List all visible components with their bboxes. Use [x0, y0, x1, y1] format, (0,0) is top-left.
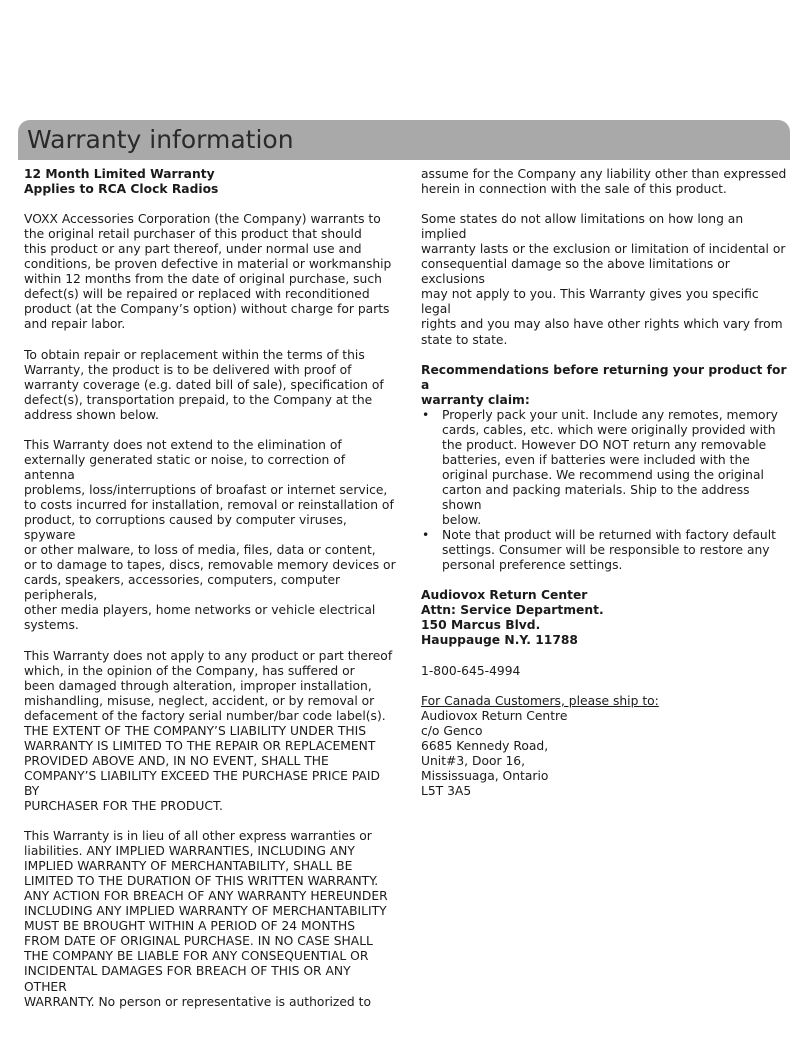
return-center-line: 150 Marcus Blvd.	[421, 618, 541, 633]
canada-address-line: c/o Genco	[421, 723, 483, 738]
return-center-line: Audiovox Return Center	[421, 588, 588, 603]
canada-address-line: Mississuaga, Ontario	[421, 768, 549, 783]
warranty-heading-line2: Applies to RCA Clock Radios	[24, 182, 219, 197]
phone-number: 1-800-645-4994	[421, 663, 521, 678]
paragraph-repair-terms: To obtain repair or replacement within the terms of this Warranty, the product is to be delivered with proof of warranty coverage (e.g. dated bill of sale), specification of defect(s), transportation prepaid, to the Company at the address shown below.	[24, 347, 384, 422]
warranty-heading	[24, 167, 396, 197]
recommendations-list	[421, 408, 789, 574]
paragraph-state-rights: Some states do not allow limitations on how long an implied warranty lasts or the exclusion or limitation of incidental or consequential damage so the above limitations or exclusions may not apply to you. This Warranty gives you specific legal rights and you may also have other rights which vary from state to state.	[421, 212, 786, 347]
page-title: Warranty information	[27, 125, 294, 154]
left-column	[24, 167, 396, 1025]
canada-address-line: Unit#3, Door 16,	[421, 753, 526, 768]
list-item: • Note that product will be returned with factory default settings. Consumer will be responsible to restore any personal preference settings.	[421, 528, 789, 573]
paragraph-coverage: VOXX Accessories Corporation (the Company) warrants to the original retail purchaser of this product that should this product or any part thereof, under normal use and conditions, be proven defective in material or workmanship within 12 months from the date of original purchase, such defect(s) will be repaired or replaced with reconditioned product (at the Company’s option) without charge for parts and repair labor.	[24, 212, 392, 332]
return-center-line: Attn: Service Department.	[421, 603, 604, 618]
canada-section	[421, 694, 789, 799]
title-bar	[18, 120, 790, 160]
list-item: • Properly pack your unit. Include any remotes, memory cards, cables, etc. which were originally provided with the product. However DO NOT return any removable batteries, even if batteries were included with the original purchase. We recommend using the original carton and packing materials. Ship to the address shown below.	[421, 408, 789, 528]
paragraph-exclusions: This Warranty does not extend to the elimination of externally generated static or noise, to correction of antenna problems, loss/interruptions of broafast or internet service, to costs incurred for installation, removal or reinstallation of product, to corruptions caused by computer viruses, spyware or other malware, to loss of media, files, data or content, or to damage to tapes, discs, removable memory devices or cards, speakers, accessories, computers, computer peripherals, other media players, home networks or vehicle electrical systems.	[24, 437, 396, 633]
right-column	[421, 167, 789, 814]
warranty-heading-line1: 12 Month Limited Warranty	[24, 167, 215, 181]
paragraph-implied-warranties: This Warranty is in lieu of all other express warranties or liabilities. ANY IMPLIED WARRANTIES, INCLUDING ANY IMPLIED WARRANTY OF MERCHANTABILITY, SHALL BE LIMITED TO THE DURATION OF THIS WRITTEN WARRANTY. ANY ACTION FOR BREACH OF ANY WARRANTY HEREUNDER INCLUDING ANY IMPLIED WARRANTY OF MERCHANTABILITY MUST BE BROUGHT WITHIN A PERIOD OF 24 MONTHS FROM DATE OF ORIGINAL PURCHASE. IN NO CASE SHALL THE COMPANY BE LIABLE FOR ANY CONSEQUENTIAL OR INCIDENTAL DAMAGES FOR BREACH OF THIS OR ANY OTHER WARRANTY. No person or representative is authorized to	[24, 829, 388, 1009]
paragraph-liability: This Warranty does not apply to any product or part thereof which, in the opinion of the Company, has suffered or been damaged through alteration, improper installation, mishandling, misuse, neglect, accident, or by removal or defacement of the factory serial number/bar code label(s). THE EXTENT OF THE COMPANY’S LIABILITY UNDER THIS WARRANTY IS LIMITED TO THE REPAIR OR REPLACEMENT PROVIDED ABOVE AND, IN NO EVENT, SHALL THE COMPANY’S LIABILITY EXCEED THE PURCHASE PRICE PAID BY PURCHASER FOR THE PRODUCT.	[24, 648, 393, 813]
canada-address-line: 6685 Kennedy Road,	[421, 738, 549, 753]
canada-address-line: Audiovox Return Centre	[421, 708, 568, 723]
canada-address-line: L5T 3A5	[421, 783, 472, 798]
canada-heading: For Canada Customers, please ship to:	[421, 693, 659, 708]
return-center-line: Hauppauge N.Y. 11788	[421, 633, 578, 648]
paragraph-liability-continued: assume for the Company any liability other than expressed herein in connection with the sale of this product.	[421, 167, 787, 197]
recommendations-heading: Recommendations before returning your product for a warranty claim:	[421, 362, 787, 407]
return-center-address	[421, 588, 789, 648]
